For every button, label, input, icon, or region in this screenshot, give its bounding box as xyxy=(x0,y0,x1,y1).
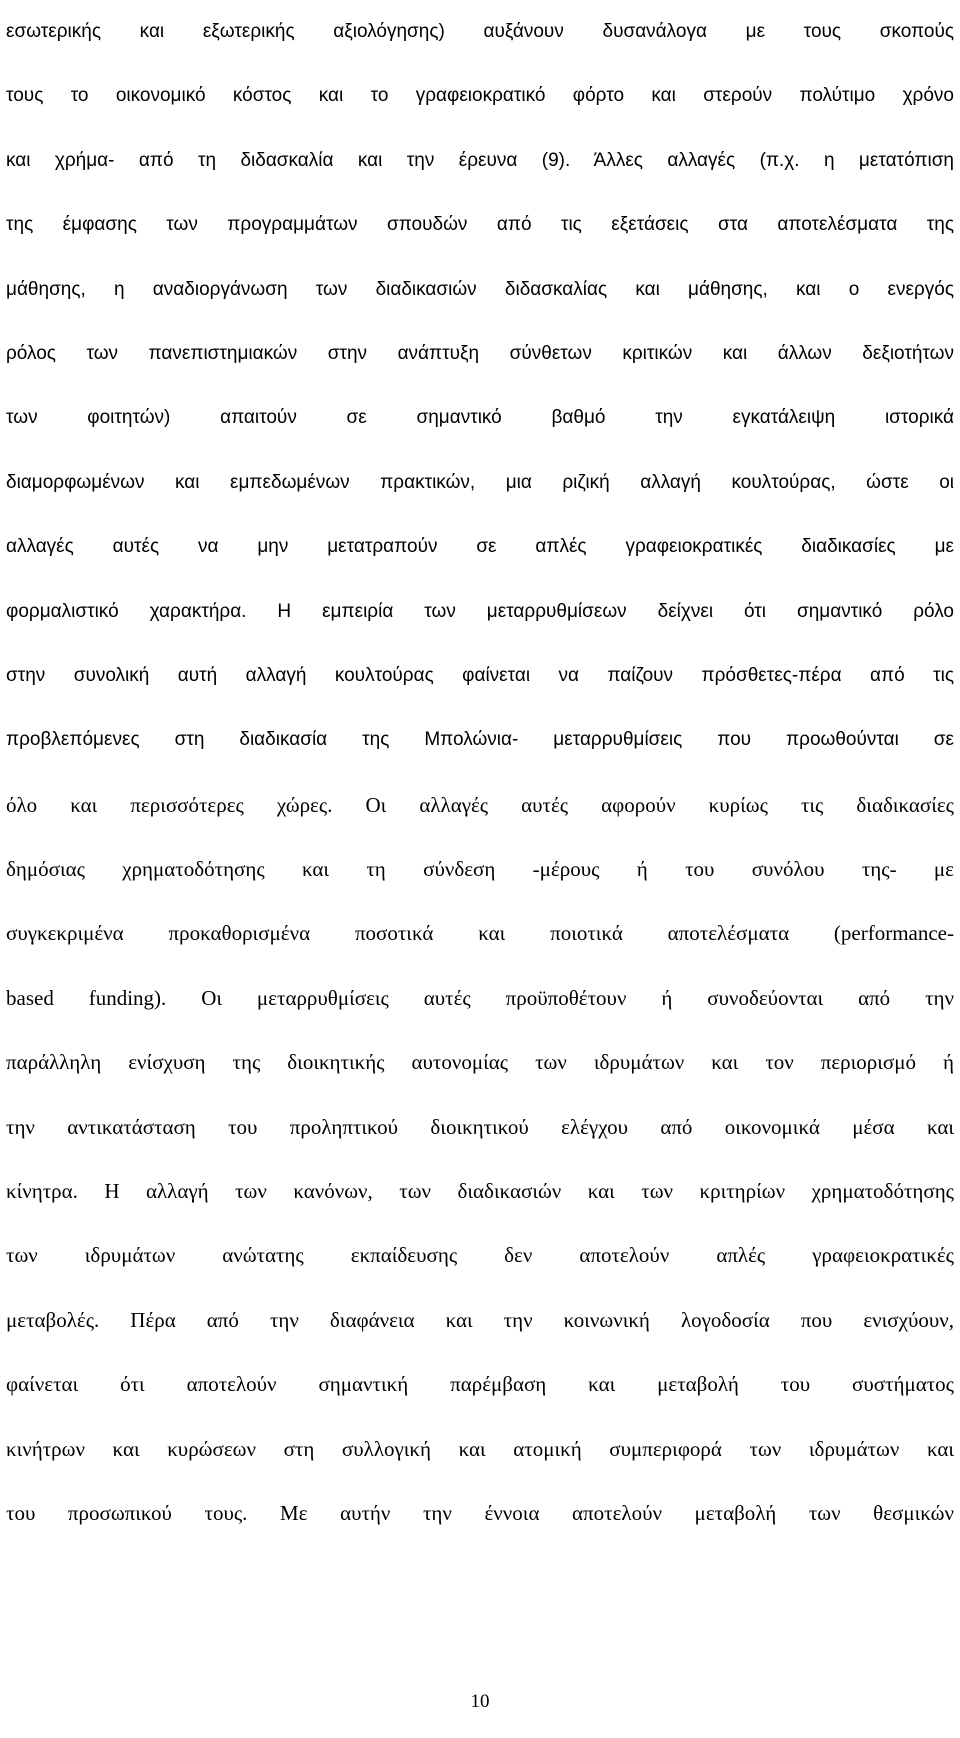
text-line: κίνητρα. Η αλλαγή των κανόνων, των διαδικασιών και των κριτηρίων χρηματοδότησης xyxy=(6,1179,954,1204)
text-line: based funding). Οι μεταρρυθμίσεις αυτές προϋποθέτουν ή συνοδεύονται από την xyxy=(6,985,954,1010)
text-line: διαμορφωμένων και εμπεδωμένων πρακτικών, μια ριζική αλλαγή κουλτούρας, ώστε οι xyxy=(6,471,954,493)
text-line: κινήτρων και κυρώσεων στη συλλογική και ατομική συμπεριφορά των ιδρυμάτων και xyxy=(6,1436,954,1461)
text-line: εσωτερικής και εξωτερικής αξιολόγησης) αυξάνουν δυσανάλογα με τους σκοπούς xyxy=(6,21,954,42)
text-line: προβλεπόμενες στη διαδικασία της Μπολώνια- μεταρρυθμίσεις που προωθούνται σε xyxy=(6,729,954,751)
text-line: της έμφασης των προγραμμάτων σπουδών από τις εξετάσεις στα αποτελέσματα της xyxy=(6,214,954,236)
text-line: φορμαλιστικό χαρακτήρα. Η εμπειρία των μεταρρυθμίσεων δείχνει ότι σημαντικό ρόλο xyxy=(6,600,954,622)
text-line: δημόσιας χρηματοδότησης και τη σύνδεση -μέρους ή του συνόλου της- με xyxy=(6,857,954,882)
text-line: και χρήμα- από τη διδασκαλία και την έρευνα (9). Άλλες αλλαγές (π.χ. η μετατόπιση xyxy=(6,149,954,171)
text-line: όλο και περισσότερες χώρες. Οι αλλαγές αυτές αφορούν κυρίως τις διαδικασίες xyxy=(6,792,954,817)
body-text xyxy=(6,0,954,1545)
text-line: στην συνολική αυτή αλλαγή κουλτούρας φαίνεται να παίζουν πρόσθετες-πέρα από τις xyxy=(6,664,954,686)
text-line: συγκεκριμένα προκαθορισμένα ποσοτικά και ποιοτικά αποτελέσματα (performance- xyxy=(6,921,954,946)
text-line: την αντικατάσταση του προληπτικού διοικητικού ελέγχου από οικονομικά μέσα και xyxy=(6,1114,954,1139)
page-number: 10 xyxy=(470,1691,490,1712)
text-line: μεταβολές. Πέρα από την διαφάνεια και την κοινωνική λογοδοσία που ενισχύουν, xyxy=(6,1307,954,1332)
text-line: αλλαγές αυτές να μην μετατραπούν σε απλές γραφειοκρατικές διαδικασίες με xyxy=(6,536,954,558)
text-line: του προσωπικού τους. Με αυτήν την έννοια αποτελούν μεταβολή των θεσμικών xyxy=(6,1500,954,1525)
text-line: των ιδρυμάτων ανώτατης εκπαίδευσης δεν αποτελούν απλές γραφειοκρατικές xyxy=(6,1243,954,1268)
text-line: των φοιτητών) απαιτούν σε σημαντικό βαθμό την εγκατάλειψη ιστορικά xyxy=(6,407,954,429)
text-line: μάθησης, η αναδιοργάνωση των διαδικασιών διδασκαλίας και μάθησης, και ο ενεργός xyxy=(6,278,954,300)
text-line: παράλληλη ενίσχυση της διοικητικής αυτονομίας των ιδρυμάτων και τον περιορισμό ή xyxy=(6,1050,954,1075)
text-line: ρόλος των πανεπιστημιακών στην ανάπτυξη σύνθετων κριτικών και άλλων δεξιοτήτων xyxy=(6,342,954,364)
text-line: τους το οικονομικό κόστος και το γραφειοκρατικό φόρτο και στερούν πολύτιμο χρόνο xyxy=(6,85,954,107)
text-line: φαίνεται ότι αποτελούν σημαντική παρέμβαση και μεταβολή του συστήματος xyxy=(6,1372,954,1397)
